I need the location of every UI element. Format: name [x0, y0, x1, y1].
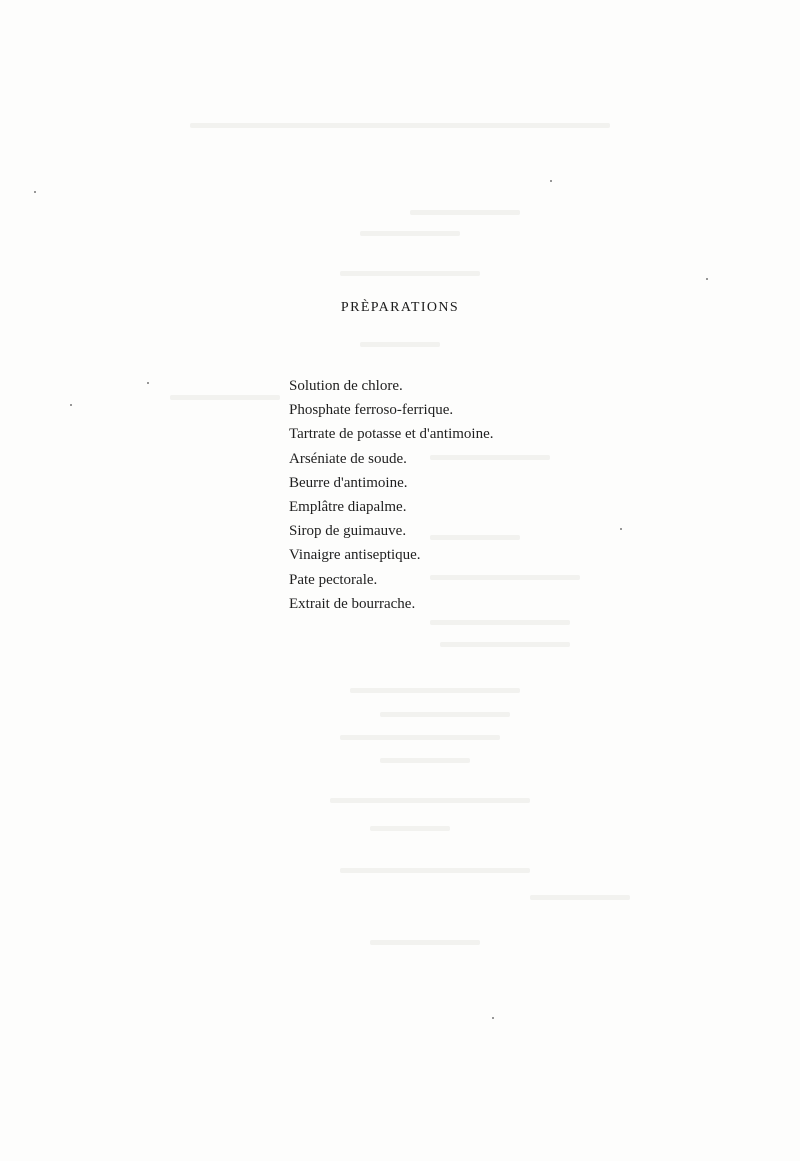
list-item: Arséniate de soude. [289, 450, 407, 467]
list-item: Phosphate ferroso-ferrique. [289, 402, 454, 419]
list-item: Pate pectorale. [289, 571, 378, 588]
list-item: Solution de chlore. [289, 378, 403, 394]
list-item: Extrait de bourrache. [289, 595, 416, 612]
preparations-list [289, 374, 494, 616]
section-heading: PRÈPARATIONS [340, 300, 460, 315]
list-item: Tartrate de potasse et d'antimoine. [289, 426, 494, 443]
list-item: Vinaigre antiseptique. [289, 547, 421, 564]
list-item: Beurre d'antimoine. [289, 474, 408, 491]
list-item: Emplâtre diapalme. [289, 498, 407, 515]
list-item: Sirop de guimauve. [289, 523, 407, 540]
